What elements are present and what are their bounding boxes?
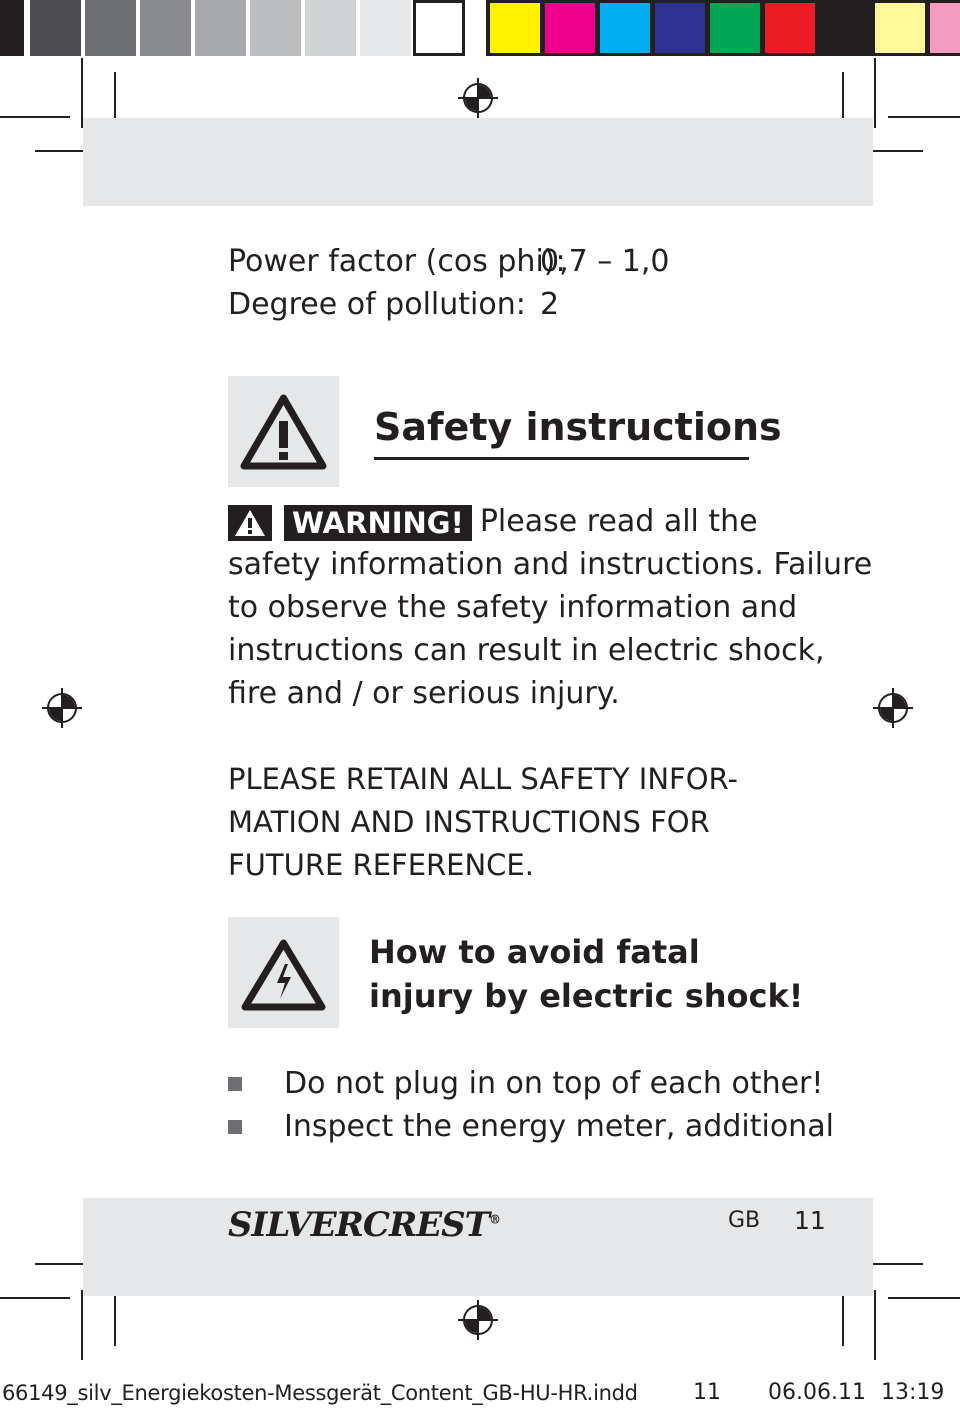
retain-notice: FUTURE REFERENCE. bbox=[228, 848, 534, 882]
language-code: GB bbox=[728, 1208, 761, 1233]
spec-row bbox=[228, 240, 566, 283]
warning-line bbox=[228, 500, 758, 543]
spec-label: Power factor (cos phi): bbox=[228, 244, 566, 279]
crop-mark bbox=[874, 1290, 876, 1360]
registration-mark-icon bbox=[458, 1300, 498, 1340]
retain-notice: MATION AND INSTRUCTIONS FOR bbox=[228, 805, 710, 839]
swatch bbox=[30, 0, 81, 56]
spec-label: Degree of pollution: bbox=[228, 287, 526, 322]
swatch bbox=[85, 0, 136, 56]
warning-text: safety information and instructions. Failure bbox=[228, 547, 873, 582]
warning-small-icon bbox=[228, 505, 272, 541]
retain-notice: PLEASE RETAIN ALL SAFETY INFOR- bbox=[228, 762, 738, 796]
bullet-text: Do not plug in on top of each other! bbox=[284, 1066, 824, 1101]
warning-text: fire and / or serious injury. bbox=[228, 676, 620, 711]
slug-time: 13:19 bbox=[881, 1380, 945, 1405]
warning-triangle-icon bbox=[228, 376, 339, 487]
swatch bbox=[820, 3, 870, 53]
crop-mark bbox=[0, 116, 70, 118]
crop-mark bbox=[0, 1297, 70, 1299]
heading-underline bbox=[374, 457, 749, 460]
crop-mark bbox=[888, 1297, 960, 1299]
crop-mark bbox=[81, 1290, 83, 1360]
subsection-heading bbox=[369, 930, 803, 1018]
crop-mark bbox=[888, 116, 960, 118]
swatch bbox=[305, 0, 356, 56]
warning-text: Please read all the bbox=[479, 504, 758, 539]
swatch bbox=[0, 0, 24, 56]
bullet-square-icon bbox=[228, 1077, 242, 1091]
brand-name: SILVERCREST bbox=[228, 1205, 489, 1245]
shock-icon-box bbox=[228, 917, 339, 1028]
registered-mark: ® bbox=[488, 1212, 500, 1227]
registration-mark-icon bbox=[458, 78, 498, 118]
spec-value: 0,7 – 1,0 bbox=[540, 244, 670, 279]
crop-mark bbox=[114, 1290, 116, 1346]
swatch bbox=[490, 3, 540, 53]
section-heading: Safety instructions bbox=[374, 405, 782, 449]
registration-mark-icon bbox=[873, 688, 913, 728]
swatch bbox=[765, 3, 815, 53]
swatch bbox=[250, 0, 301, 56]
swatch bbox=[195, 0, 246, 56]
bullet-square-icon bbox=[228, 1120, 242, 1134]
brand-logo bbox=[228, 1205, 500, 1245]
subsection-heading-line: injury by electric shock! bbox=[369, 977, 804, 1015]
swatch bbox=[413, 0, 465, 56]
swatch bbox=[140, 0, 191, 56]
slug-filename: 66149_silv_Energiekosten-Messgerät_Content_GB-HU-HR.indd bbox=[2, 1381, 638, 1405]
warning-text: instructions can result in electric shock, bbox=[228, 633, 825, 668]
crop-mark bbox=[874, 58, 876, 128]
registration-mark-icon bbox=[42, 688, 82, 728]
swatch bbox=[655, 3, 705, 53]
swatch bbox=[875, 3, 925, 53]
swatch bbox=[710, 3, 760, 53]
spec-value: 2 bbox=[540, 287, 560, 322]
subsection-heading-line: How to avoid fatal bbox=[369, 933, 700, 971]
warning-icon-box bbox=[228, 376, 339, 487]
swatch bbox=[545, 3, 595, 53]
warning-text: to observe the safety information and bbox=[228, 590, 798, 625]
spec-row bbox=[228, 283, 526, 326]
bullet-text: Inspect the energy meter, additional bbox=[284, 1109, 834, 1144]
warning-label: WARNING! bbox=[284, 505, 472, 541]
crop-mark bbox=[867, 1263, 923, 1265]
page-number: 11 bbox=[794, 1206, 826, 1235]
swatch bbox=[360, 0, 411, 56]
slug-date: 06.06.11 bbox=[768, 1380, 866, 1405]
header-band bbox=[83, 118, 873, 206]
slug-page: 11 bbox=[693, 1380, 721, 1405]
crop-mark bbox=[867, 150, 923, 152]
swatch bbox=[930, 3, 960, 53]
electric-shock-icon bbox=[228, 917, 339, 1028]
crop-mark bbox=[842, 1290, 844, 1346]
swatch bbox=[600, 3, 650, 53]
